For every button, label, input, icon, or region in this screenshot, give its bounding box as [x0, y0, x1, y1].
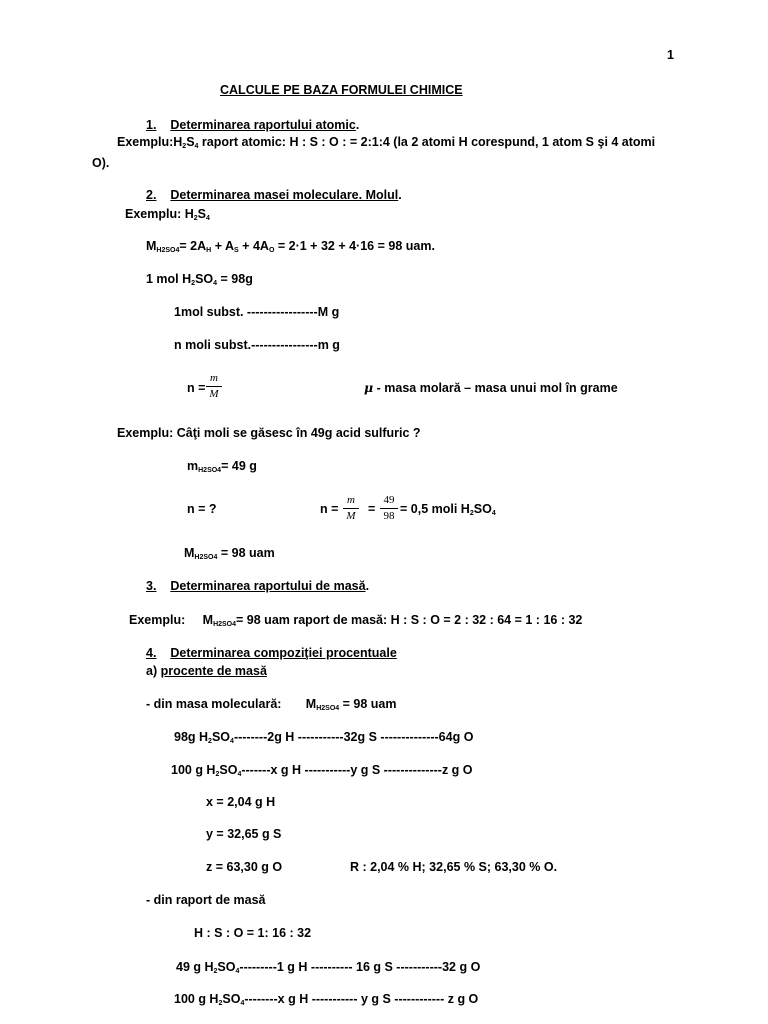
molar-mass-equation — [146, 240, 435, 254]
chem-symbol: O — [225, 960, 236, 974]
section-1-number: 1. — [146, 118, 157, 132]
moles-result — [400, 503, 496, 517]
equation-part: + A — [211, 239, 235, 253]
fraction-numerator: m — [347, 494, 355, 506]
equation-part: -------x g H -----------y g S --------------z g O — [241, 763, 473, 777]
chem-symbol: S — [195, 272, 204, 286]
chem-symbol: S — [197, 207, 207, 221]
fraction-bar — [343, 508, 359, 509]
section-4a-heading — [146, 665, 267, 678]
subscript: 2 — [182, 143, 187, 150]
section-2-title: Determinarea masei moleculare. Molul — [170, 188, 399, 202]
subscript: H2SO4 — [156, 247, 180, 254]
equals-sign: = — [368, 502, 376, 516]
subscript: 4 — [230, 738, 234, 745]
mu-symbol: μ — [364, 380, 374, 395]
chem-symbol: M — [305, 697, 317, 711]
subscript: 2 — [191, 280, 196, 287]
equation-part: = 98g — [217, 272, 253, 286]
page-title: CALCULE PE BAZA FORMULEI CHIMICE — [220, 83, 463, 97]
molar-mass-given — [184, 547, 275, 561]
chem-symbol: S — [219, 763, 228, 777]
chem-symbol: m — [187, 459, 199, 473]
result-y: y = 32,65 g S — [206, 827, 282, 841]
mass-ratio: H : S : O = 1: 16 : 32 — [194, 926, 312, 940]
subscript: H2SO4 — [213, 621, 237, 628]
proportion-line-1: 1mol subst. -----------------M g — [174, 305, 340, 319]
n-fraction-2 — [343, 495, 359, 522]
method-label: - din masa moleculară: — [146, 697, 282, 711]
final-result: R : 2,04 % H; 32,65 % S; 63,30 % O. — [350, 860, 558, 874]
fraction-denominator: M — [346, 510, 356, 522]
unknown-n: n = ? — [187, 502, 217, 516]
equation-part: = 2·1 + 32 + 4·16 = 98 uam. — [274, 239, 435, 253]
subscript: H — [206, 247, 212, 254]
subscript: 2 — [213, 968, 218, 975]
equation-part: 100 g H — [174, 992, 219, 1006]
from-molecular-mass — [146, 698, 397, 712]
equation-part: + 4A — [238, 239, 269, 253]
equation-part: = 2A — [179, 239, 207, 253]
section-1-title: Determinarea raportului atomic — [170, 118, 356, 132]
page-number: 1 — [667, 48, 674, 62]
subscript: O — [268, 247, 275, 254]
section-4-title: Determinarea compoziţiei procentuale — [170, 646, 397, 660]
fraction-numerator: 49 — [383, 494, 395, 506]
section-3-number: 3. — [146, 579, 157, 593]
equation-part: --------x g H ----------- y g S ------------ z g O — [244, 992, 479, 1006]
subscript: H2SO4 — [194, 554, 218, 561]
fraction-bar — [380, 508, 398, 509]
example-label: Exemplu:H — [117, 135, 183, 149]
mass-ratio-text: = 98 uam raport de masă: H : S : O = 2 : 32 : 64 = 1 : 16 : 32 — [236, 613, 583, 627]
chem-symbol: O — [230, 992, 241, 1006]
subscript: 2 — [208, 738, 212, 745]
chem-symbol: O — [203, 272, 214, 286]
section-1-example — [117, 136, 655, 150]
fraction-numerator: m — [210, 372, 218, 384]
chem-symbol: S — [473, 502, 483, 516]
chem-symbol: S — [217, 960, 226, 974]
section-3-heading: 3. Determinarea raportului de masă. — [146, 579, 370, 593]
composition-line-1 — [174, 731, 473, 745]
subscript: S — [234, 247, 239, 254]
atomic-ratio-text: raport atomic: H : S : O : = 2:1:4 (la 2 atomi H corespund, 1 atom S şi 4 atomi — [198, 135, 656, 149]
equation-part: = 0,5 moli H — [400, 502, 470, 516]
subscript: 2 — [193, 215, 198, 222]
result-x: x = 2,04 g H — [206, 795, 276, 809]
section-1-wrap: O). — [92, 156, 110, 170]
chem-symbol: M — [202, 613, 214, 627]
n-equation-2-label: n = — [320, 502, 339, 516]
equation-part: 98g H — [174, 730, 209, 744]
mol-definition — [146, 273, 253, 287]
section-4-number: 4. — [146, 646, 157, 660]
fraction-denominator: M — [209, 388, 219, 400]
fraction-denominator: 98 — [383, 510, 395, 522]
composition-line-4 — [174, 993, 478, 1007]
sub-section-prefix: a) — [146, 664, 158, 678]
n-fraction — [206, 373, 222, 400]
chem-symbol: S — [222, 992, 231, 1006]
subscript: 2 — [218, 1000, 223, 1007]
section-2-number: 2. — [146, 188, 157, 202]
chem-symbol: M — [184, 546, 195, 560]
subscript: 2 — [215, 771, 220, 778]
fraction-bar — [206, 386, 222, 387]
equation-part: 1 mol H — [146, 272, 192, 286]
section-3-example — [129, 614, 582, 628]
subscript: 4 — [237, 771, 242, 778]
subscript: 4 — [194, 143, 199, 150]
equation-part: ---------1 g H ---------- 16 g S -----------32 g O — [239, 960, 481, 974]
proportion-line-2: n moli subst.----------------m g — [174, 338, 340, 352]
chem-symbol: O — [220, 730, 231, 744]
section-3-title: Determinarea raportului de masă — [170, 579, 366, 593]
equation-part: = 98 uam — [217, 546, 275, 560]
subscript: H2SO4 — [198, 467, 222, 474]
definition-text: - masa molară – masa unui mol în grame — [373, 381, 618, 395]
subscript: H2SO4 — [316, 705, 340, 712]
n-equation-label: n = — [187, 381, 206, 395]
subscript: 4 — [491, 510, 496, 517]
section-1-heading: 1. Determinarea raportului atomic. — [146, 118, 360, 132]
chem-symbol: O — [482, 502, 492, 516]
value-fraction — [380, 495, 398, 522]
equation-part: 49 g H — [176, 960, 214, 974]
subscript: 2 — [469, 510, 474, 517]
from-mass-ratio: - din raport de masă — [146, 893, 266, 907]
given-mass — [187, 460, 257, 474]
example-label: Exemplu: H — [125, 207, 194, 221]
chem-symbol: O — [227, 763, 238, 777]
equation-part: = 49 g — [221, 459, 257, 473]
example-label: Exemplu: — [129, 613, 186, 627]
subscript: 4 — [213, 280, 218, 287]
equation-part: = 98 uam — [339, 697, 397, 711]
molar-mass-definition — [364, 382, 618, 395]
composition-line-2 — [171, 764, 473, 778]
section-2-example — [125, 208, 210, 222]
subscript: 4 — [240, 1000, 245, 1007]
composition-line-3 — [176, 961, 480, 975]
subscript: 4 — [235, 968, 240, 975]
sub-section-title: procente de masă — [160, 664, 267, 678]
equation-part: 100 g H — [171, 763, 216, 777]
equation-part: --------2g H -----------32g S --------------64g O — [233, 730, 474, 744]
section-2-heading: 2. Determinarea masei moleculare. Molul. — [146, 188, 402, 202]
subscript: 4 — [206, 215, 210, 222]
chem-symbol: S — [211, 730, 221, 744]
chem-symbol: M — [146, 239, 157, 253]
section-4-heading — [146, 647, 397, 660]
result-z: z = 63,30 g O — [206, 860, 283, 874]
chem-symbol: S — [186, 135, 195, 149]
example-question: Exemplu: Câţi moli se găsesc în 49g acid sulfuric ? — [117, 426, 421, 440]
